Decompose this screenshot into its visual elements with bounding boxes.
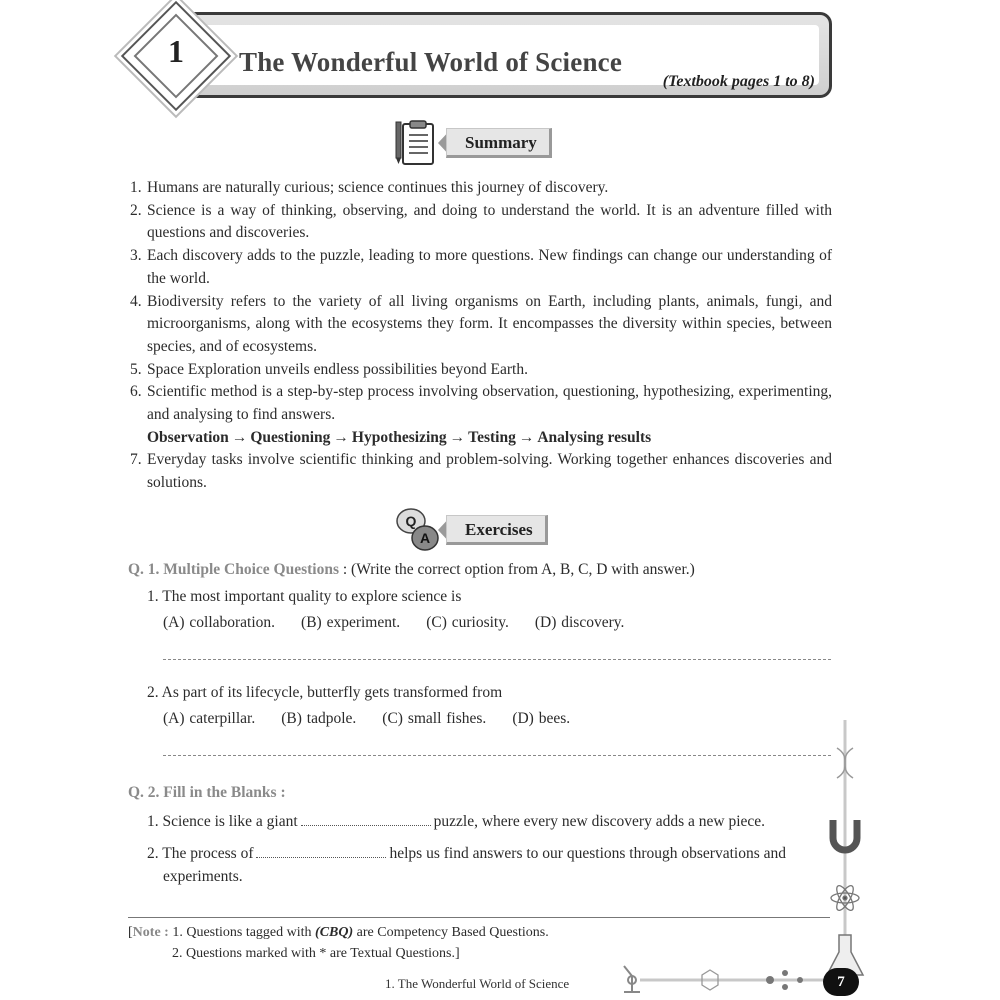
summary-item: 4. Biodiversity refers to the variety of all living organisms on Earth, including plants, animals, fungi, and microorganisms, along with the ecosystems they form. It encompasses the diversity within species, between species, and of ecosystems. — [130, 292, 832, 355]
page-number: 7 — [823, 968, 859, 996]
mcq-options — [163, 710, 596, 728]
option: (D) discovery. — [534, 614, 625, 631]
summary-item: 7. Everyday tasks involve scientific thinking and problem-solving. Working together enhances discoveries and solutions. — [130, 451, 832, 492]
option: (C) curiosity. — [426, 614, 509, 631]
microscope-icon — [624, 966, 640, 992]
option: (B) tadpole. — [281, 710, 357, 727]
blank-field[interactable] — [256, 846, 386, 858]
fill-blank-question: 1. Science is like a giant puzzle, where every new discovery adds a new piece. — [147, 813, 766, 830]
mcq-question: 1. The most important quality to explore science is — [147, 588, 462, 605]
note-line-1: [Note : 1. Questions tagged with (CBQ) are Competency Based Questions. — [128, 925, 549, 940]
chapter-title: The Wonderful World of Science — [239, 47, 623, 77]
science-decoration — [815, 720, 875, 990]
option: (D) bees. — [512, 710, 571, 727]
fill-blank-question: 2. The process of helps us find answers to our questions through observations and — [147, 845, 786, 862]
summary-item: 6. Scientific method is a step-by-step process involving observation, questioning, hypothesizing, experimenting, and analysing to find answers. Observation → Questioning → Hypothesizing → Testing → Analysing results — [130, 381, 832, 449]
summary-item: 1. Humans are naturally curious; science continues this journey of discovery. — [130, 179, 609, 196]
svg-text:Q: Q — [405, 513, 417, 529]
exercises-badge — [394, 505, 564, 551]
option: (B) experiment. — [301, 614, 401, 631]
option: (A) caterpillar. — [163, 710, 256, 727]
summary-item: 2. Science is a way of thinking, observing, and doing to understand the world. It is an adventure filled with questions and discoveries. — [130, 201, 832, 242]
q1-heading: Q. 1. Multiple Choice Questions : (Write the correct option from A, B, C, D with answer.) — [128, 561, 695, 578]
summary-badge — [394, 118, 564, 164]
scientific-method-flow: Observation → Questioning → Hypothesizing → Testing → Analysing results — [147, 428, 652, 446]
mcq-options — [163, 614, 650, 632]
blank-field[interactable] — [301, 814, 431, 826]
chapter-number: 1 — [168, 33, 184, 69]
footer-chapter-title: 1. The Wonderful World of Science — [385, 976, 570, 991]
q2-heading: Q. 2. Fill in the Blanks : — [128, 784, 286, 801]
fill-blank-continuation: experiments. — [163, 868, 243, 885]
textbook-pages: (Textbook pages 1 to 8) — [662, 73, 815, 90]
chapter-title-bar — [178, 12, 832, 98]
summary-item: 3. Each discovery adds to the puzzle, leading to more questions. New findings can change our understanding of the world. — [130, 247, 832, 287]
svg-text:A: A — [419, 530, 431, 546]
answer-line[interactable] — [163, 659, 831, 660]
bottom-decoration — [610, 958, 825, 998]
option: (C) small fishes. — [382, 710, 487, 727]
note-line-2: 2. Questions marked with * are Textual Questions.] — [172, 946, 460, 961]
summary-label: Summary — [446, 128, 552, 158]
summary-item: 5. Space Exploration unveils endless possibilities beyond Earth. — [130, 360, 528, 378]
summary-list — [130, 177, 832, 495]
note-divider — [128, 917, 830, 918]
exercises-label: Exercises — [446, 515, 548, 545]
answer-line[interactable] — [163, 755, 831, 756]
option: (A) collaboration. — [163, 614, 276, 631]
mcq-question: 2. As part of its lifecycle, butterfly gets transformed from — [147, 684, 503, 701]
